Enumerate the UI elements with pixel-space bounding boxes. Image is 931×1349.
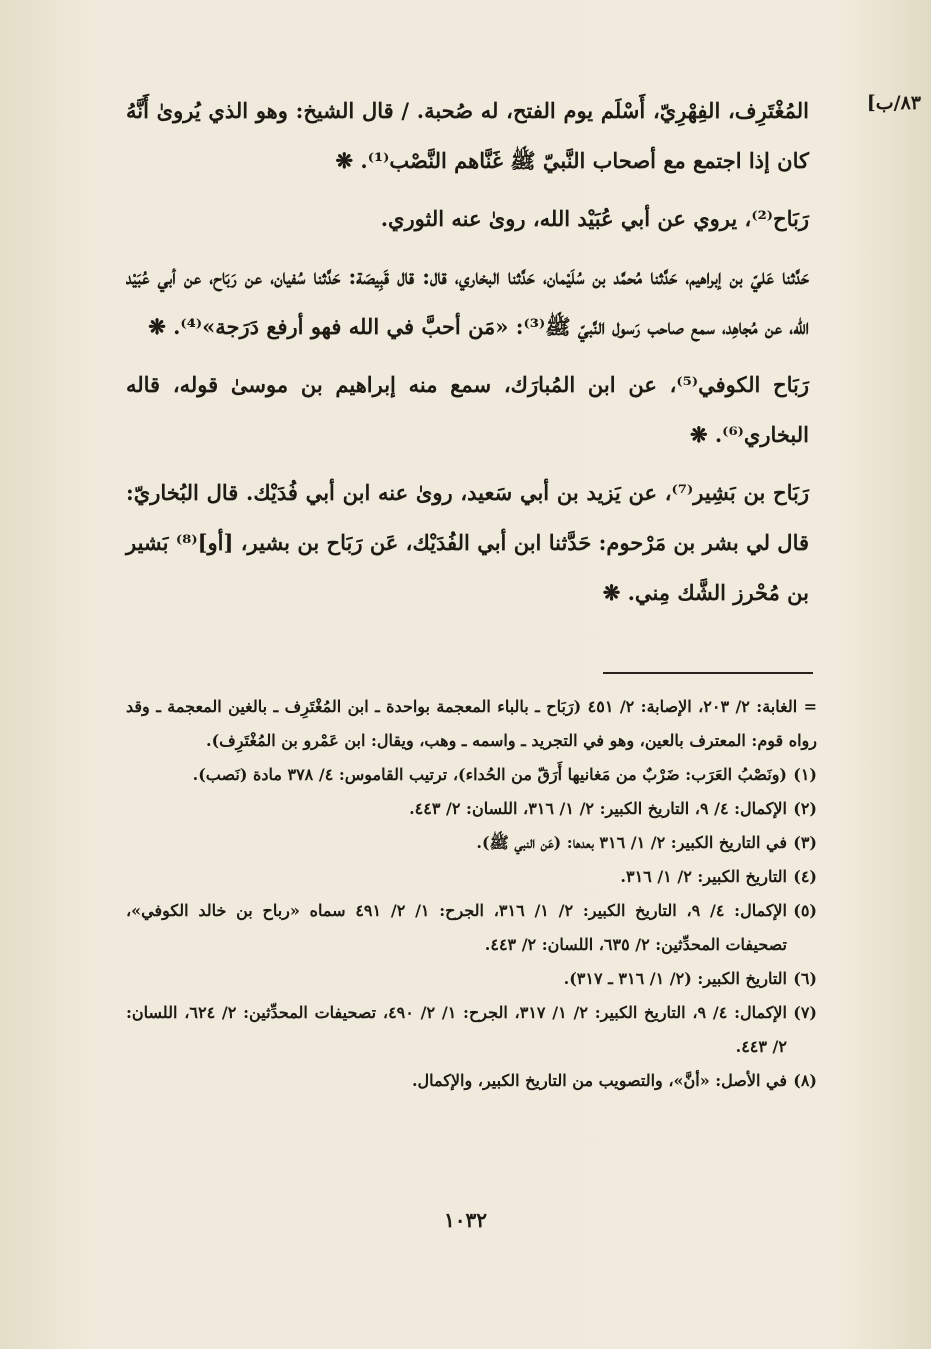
entry-hadith-isnad: حَدَّثنا عَليّ بن إبراهيم، حَدَّثنا مُحمَّد بن سُلَيْمان، حَدَّثنا البخاري، قال: قال قَبِيصَة: حَدَّثنا سُفيان، عن رَبَاح، عن أبي عُبَيْد الله، عن مُجاهِد، سمع صاحب رَسول النَّبيّ ﷺ⁽³⁾: «مَن أحبَّ في الله فهو أرفع دَرَجة»⁽⁴⁾. ❋ [126,264,809,339]
footnotes [126,690,817,1098]
footnote-text: في الأصل: «أنَّ»، والتصويب من التاريخ الكبير، والإكمال. [411,1071,787,1090]
footnote-text: الإكمال: ٤/ ٩، التاريخ الكبير: ٢/ ١/ ٣١٦، اللسان: ٢/ ٤٤٣. [409,799,787,818]
footnote-text: الإكمال: ٤/ ٩، التاريخ الكبير: ٢/ ١/ ٣١٧، الجرح: ١/ ٢/ ٤٩٠، تصحيفات المحدِّثين: ٢/ ٦٢٤، اللسان: ٢/ ٤٤٣. [126,1003,787,1056]
entry-rabah: رَبَاح⁽²⁾، يروي عن أبي عُبَيْد الله، روىٰ عنه الثوري. [380,206,809,231]
entry-rabah-ibn-bashir: رَبَاح بن بَشِير⁽⁷⁾، عن يَزيد بن أبي سَعيد، روىٰ عنه ابن أبي فُدَيْك. قال البُخاريّ: قال لي بشر بن مَرْحوم: حَدَّثنا ابن أبي الفُدَيْك، عَن رَبَاح بن بشير، [أو]⁽⁸⁾ بَشير بن مُحْرز الشَّك مِني. ❋ [126,480,810,605]
page-number: ١٠٣٢ [444,1208,487,1232]
footnote-5 [126,894,817,962]
footnote-number: (٣) [793,833,817,852]
entry-rabah-al-kufi: رَبَاح الكوفي⁽⁵⁾، عن ابن المُبارَك، سمع منه إبراهيم بن موسىٰ قوله، قاله البخاري⁽⁶⁾. ❋ [126,372,809,447]
footnote-text: التاريخ الكبير: (٢/ ١/ ٣١٦ ـ ٣١٧). [563,969,787,988]
footnote-3 [126,826,817,860]
footnote-text: الإكمال: ٤/ ٩، التاريخ الكبير: ٢/ ١/ ٣١٦، الجرح: ١/ ٢/ ٤٩١ سماه «رباح بن خالد الكوفي»، تصحيفات المحدِّثين: ٢/ ٦٣٥، اللسان: ٢/ ٤٤٣. [126,901,788,954]
footnote-number: (٢) [793,799,817,818]
footnote-text: التاريخ الكبير: ٢/ ١/ ٣١٦. [620,867,787,886]
footnote-6 [126,962,817,996]
footnote-text: (ونَصْبُ العَرَب: ضَرْبٌ من مَغانيها أَرَقّ من الحُداء)، ترتيب القاموس: ٤/ ٣٧٨ مادة (نَصب). [192,765,787,784]
footnote-8 [126,1064,817,1098]
footnote-number: (٧) [793,1003,817,1022]
footnote-2 [126,792,817,826]
footnote-separator-row [0,672,931,674]
footnote-text: في التاريخ الكبير: ٢/ ١/ ٣١٦ بعدها: (عَن النبي ﷺ). [476,833,787,852]
footnote-7 [126,996,817,1064]
footnote-number: (٤) [793,867,817,886]
footnote-4 [126,860,817,894]
footnote-number: (٦) [793,969,817,988]
folio-marker: [٨٣/ب [866,92,921,114]
footnote-1 [126,758,817,792]
main-text [126,86,809,618]
footnote-number: (١) [793,765,817,784]
footnote-rule [603,672,813,674]
footnote-number: (٥) [793,901,817,920]
footnote-continuation: = الغابة: ٢/ ٢٠٣، الإصابة: ٢/ ٤٥١ (رَبَاح ـ بالباء المعجمة بواحدة ـ ابن المُغْتَرِف ـ بالغين المعجمة ـ وقد رواه قوم: المعترف بالعين، وهو في التجريد ـ واسمه ـ وهب، ويقال: ابن عَمْرو بن المُغْتَرِف). [126,697,817,750]
footnote-number: (٨) [793,1071,817,1090]
entry-al-mughtarif: المُغْتَرِف، الفِهْرِيّ، أَسْلَم يوم الفتح، له صُحبة. / قال الشيخ: وهو الذي يُروىٰ أَنَّهُ كان إذا اجتمع مع أصحاب النَّبيّ ﷺ غَنَّاهم النَّصْب⁽¹⁾. ❋ [126,98,809,173]
